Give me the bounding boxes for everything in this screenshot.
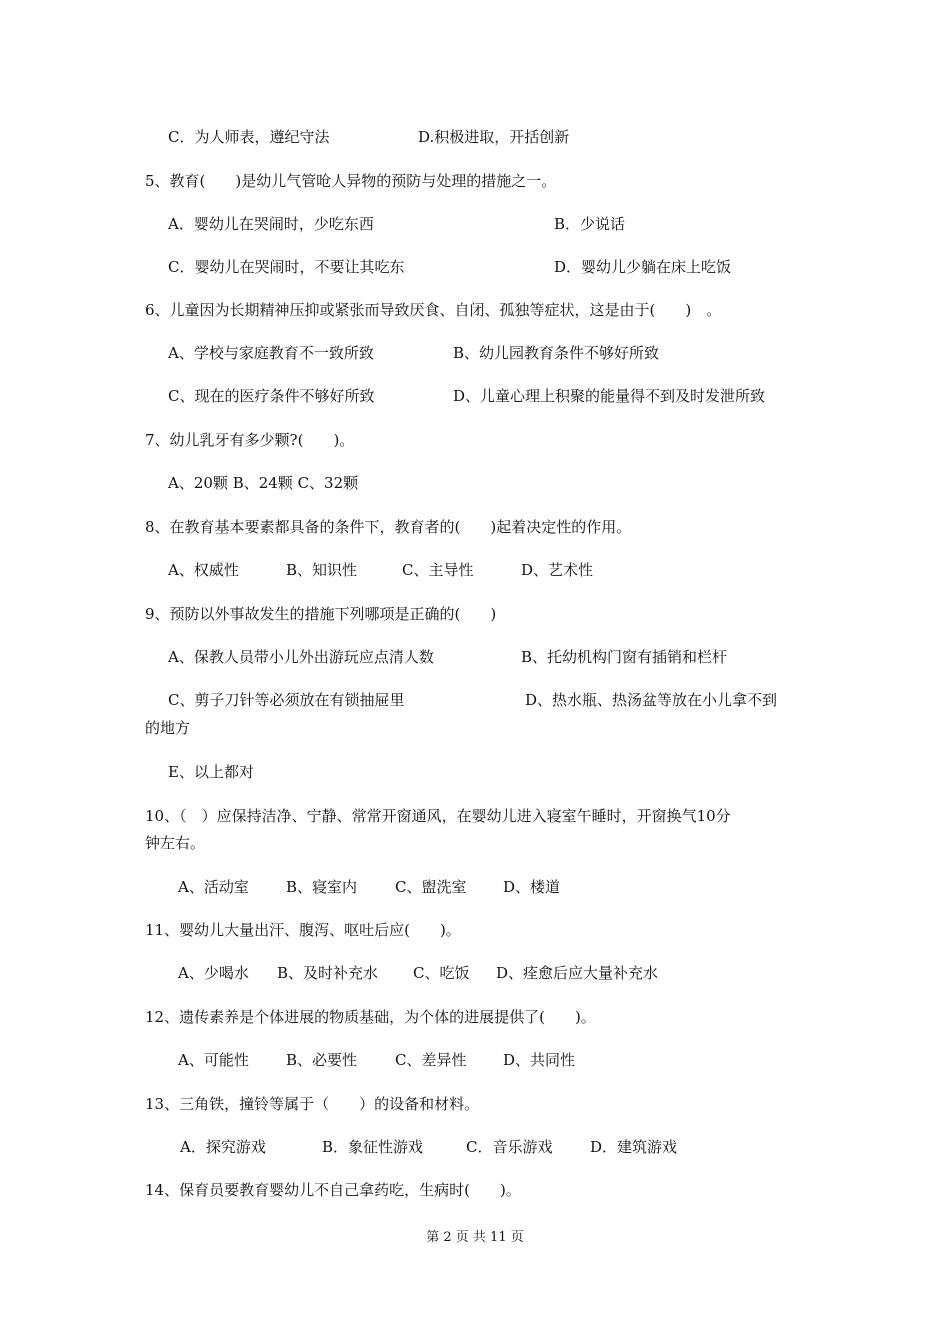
page-number: 第 2 页 共 11 页 (426, 1230, 524, 1245)
q12-option-a: A、可能性 (178, 1051, 249, 1069)
q9-option-d-continued: 的地方 (145, 719, 191, 737)
q11-stem: 11、婴幼儿大量出汗、腹泻、呕吐后应( )。 (145, 921, 461, 939)
q9-option-d: D、热水瓶、热汤盆等放在小儿拿不到 (525, 691, 778, 709)
q11-option-b: B、及时补充水 (277, 964, 379, 982)
q6-option-c: C、现在的医疗条件不够好所致 (168, 387, 375, 405)
q13-stem: 13、三角铁，撞铃等属于（ ）的设备和材料。 (145, 1095, 480, 1113)
q14-stem: 14、保育员要教育婴幼儿不自己拿药吃，生病时( )。 (145, 1181, 521, 1199)
q8-stem: 8、在教育基本要素都具备的条件下，教育者的( )起着决定性的作用。 (145, 518, 632, 536)
q8-option-d: D、艺术性 (521, 561, 594, 579)
q13-option-d: D．建筑游戏 (590, 1138, 678, 1156)
q13-option-a: A．探究游戏 (180, 1138, 266, 1156)
q12-option-b: B、必要性 (286, 1051, 358, 1069)
q6-option-b: B、幼儿园教育条件不够好所致 (453, 344, 660, 362)
q10-option-c: C、盥洗室 (395, 878, 467, 896)
q12-stem: 12、遗传素养是个体进展的物质基础，为个体的进展提供了( )。 (145, 1008, 596, 1026)
q11-option-c: C、吃饭 (413, 964, 470, 982)
q11-option-a: A、少喝水 (178, 964, 249, 982)
q4-option-d: D.积极进取，开括创新 (418, 128, 570, 146)
q6-stem: 6、儿童因为长期精神压抑或紧张而导致厌食、自闭、孤独等症状，这是由于( ) 。 (145, 301, 722, 319)
q13-option-c: C．音乐游戏 (466, 1138, 553, 1156)
q11-option-d: D、痊愈后应大量补充水 (496, 964, 659, 982)
q9-option-b: B、托幼机构门窗有插销和栏杆 (521, 648, 728, 666)
q12-option-c: C、差异性 (395, 1051, 467, 1069)
q8-option-c: C、主导性 (402, 561, 474, 579)
q13-option-b: B．象征性游戏 (322, 1138, 424, 1156)
q8-option-a: A、权威性 (168, 561, 239, 579)
q9-option-c: C、剪子刀针等必须放在有锁抽屉里 (168, 691, 405, 709)
q9-stem: 9、预防以外事故发生的措施下列哪项是正确的( ) (145, 605, 497, 623)
q5-option-c: C．婴幼儿在哭闹时，不要让其吃东 (168, 258, 405, 276)
q5-stem: 5、教育( )是幼儿气管呛人异物的预防与处理的措施之一。 (145, 172, 557, 190)
q10-option-d: D、楼道 (503, 878, 561, 896)
q10-stem: 10、（ ）应保持洁净、宁静、常常开窗通风，在婴幼儿进入寝室午睡时，开窗换气10分 (145, 807, 731, 825)
q9-option-a: A、保教人员带小儿外出游玩应点清人数 (168, 648, 434, 666)
q10-option-b: B、寝室内 (286, 878, 358, 896)
q6-option-d: D、儿童心理上积聚的能量得不到及时发泄所致 (453, 387, 766, 405)
q9-option-e: E、以上都对 (168, 763, 254, 781)
q12-option-d: D、共同性 (503, 1051, 576, 1069)
q8-option-b: B、知识性 (286, 561, 358, 579)
q5-option-b: B．少说话 (554, 215, 626, 233)
q6-option-a: A、学校与家庭教育不一致所致 (168, 344, 374, 362)
q10-option-a: A、活动室 (178, 878, 249, 896)
q5-option-d: D．婴幼儿少躺在床上吃饭 (554, 258, 732, 276)
q4-option-c: C．为人师表，遵纪守法 (168, 128, 330, 146)
q10-stem-continued: 钟左右。 (145, 834, 206, 852)
q7-stem: 7、幼儿乳牙有多少颗?( )。 (145, 431, 355, 449)
q5-option-a: A．婴幼儿在哭闹时，少吃东西 (168, 215, 374, 233)
q7-options: A、20颗 B、24颗 C、32颗 (168, 474, 359, 492)
